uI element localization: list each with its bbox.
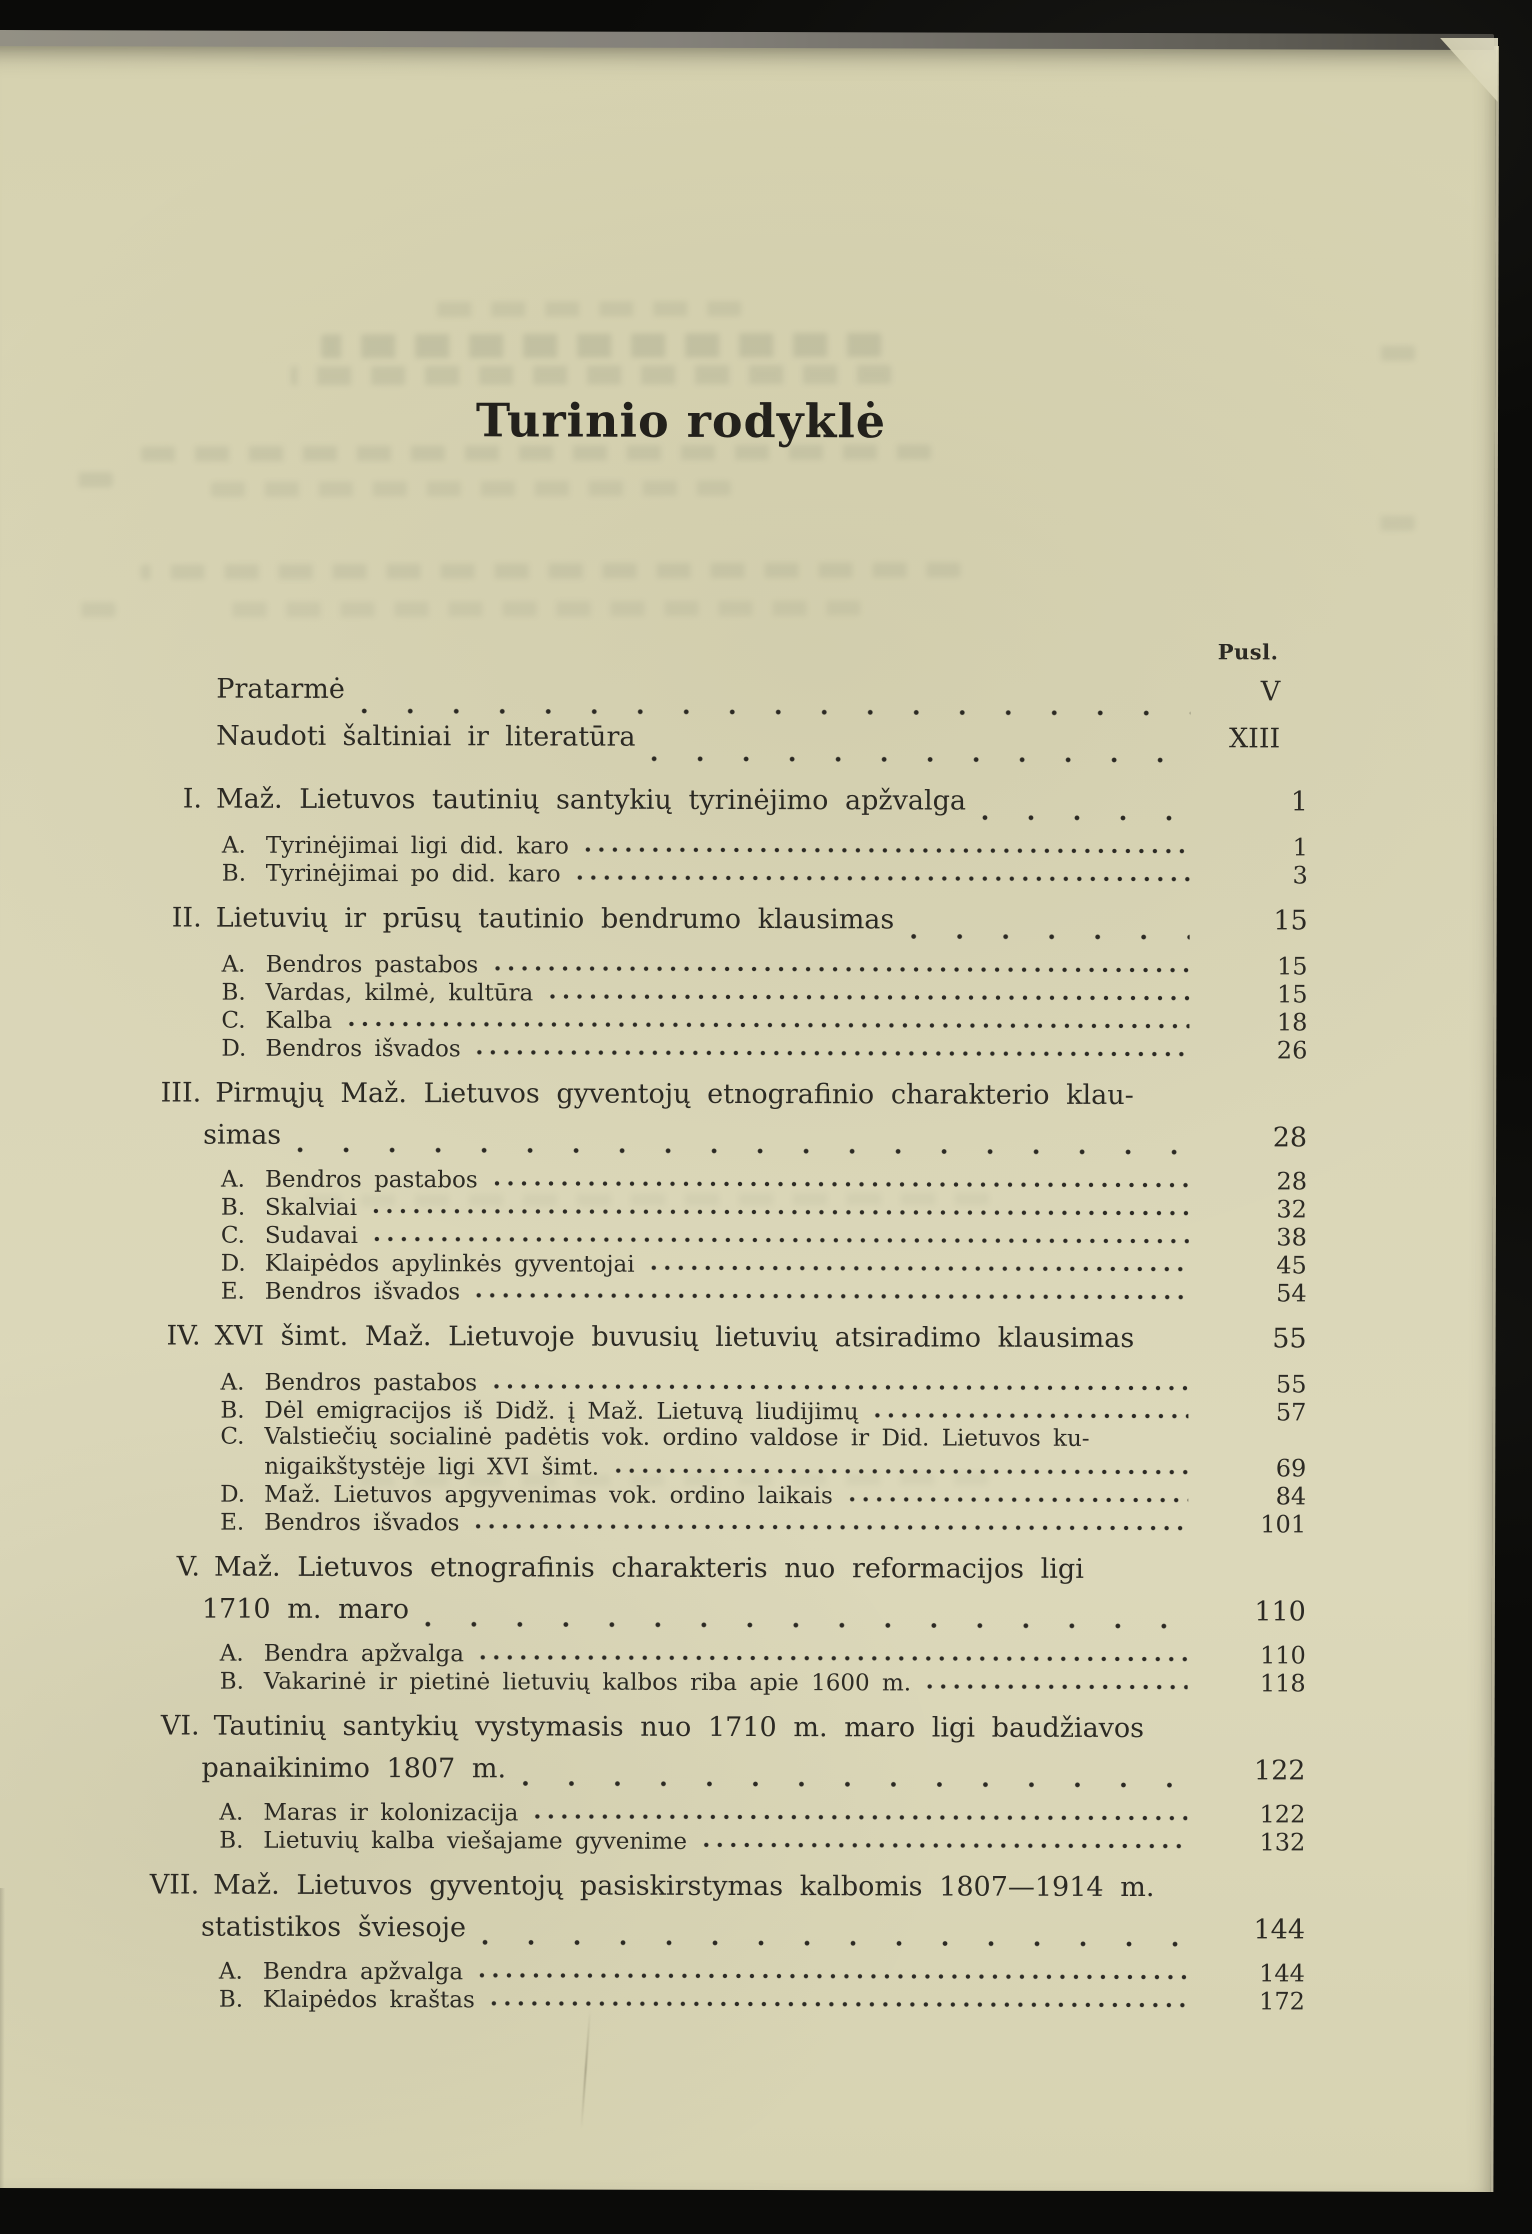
row-text: Pirmųjų Maž. Lietuvos gyventojų etnografinio charakterio klau- bbox=[215, 1077, 1134, 1112]
dot-leader bbox=[493, 1381, 1188, 1391]
toc-row bbox=[127, 1911, 1319, 1954]
toc-row bbox=[128, 1507, 1320, 1538]
row-text: statistikos šviesoje bbox=[201, 1911, 467, 1944]
row-numeral: C. bbox=[221, 1007, 246, 1034]
row-page-number: 132 bbox=[1259, 1828, 1306, 1857]
row-numeral: B. bbox=[218, 1986, 244, 2013]
dot-leader bbox=[494, 1178, 1189, 1188]
row-page-number: 1 bbox=[1290, 786, 1309, 818]
dot-leader bbox=[480, 1652, 1188, 1662]
toc-row bbox=[130, 902, 1322, 947]
row-page-number: 45 bbox=[1276, 1251, 1307, 1280]
toc-row bbox=[128, 1451, 1320, 1482]
row-numeral: A. bbox=[218, 1958, 243, 1985]
toc-row bbox=[128, 1593, 1320, 1636]
toc-row bbox=[128, 1423, 1320, 1454]
row-numeral: VII. bbox=[149, 1869, 200, 1901]
book-page bbox=[0, 42, 1499, 2192]
toc-row bbox=[129, 1033, 1321, 1064]
dot-leader bbox=[425, 1619, 1188, 1629]
dot-leader bbox=[910, 931, 1189, 940]
dot-leader bbox=[494, 963, 1189, 973]
row-text: Bendros pastabos bbox=[264, 1369, 478, 1397]
row-text: Tyrinėjimai ligi did. karo bbox=[265, 832, 569, 860]
row-numeral: E. bbox=[220, 1278, 245, 1305]
dot-leader bbox=[482, 1937, 1187, 1947]
row-page-number: 110 bbox=[1254, 1596, 1306, 1628]
row-text: Maž. Lietuvos gyventojų pasiskirstymas kalbomis 1807—1914 m. bbox=[213, 1869, 1155, 1904]
row-text: Skalviai bbox=[264, 1194, 358, 1221]
toc-row bbox=[128, 1666, 1320, 1697]
row-numeral: A. bbox=[219, 1640, 244, 1667]
bleedthrough-smudge bbox=[65, 602, 115, 617]
row-page-number: 55 bbox=[1275, 1370, 1307, 1399]
row-text: Maras ir kolonizacija bbox=[263, 1799, 519, 1827]
page-curl-shadow bbox=[0, 1888, 5, 2188]
row-numeral: VI. bbox=[160, 1710, 200, 1742]
row-page-number: 101 bbox=[1260, 1510, 1307, 1539]
row-numeral: B. bbox=[221, 979, 246, 1006]
row-text: Bendra apžvalga bbox=[262, 1958, 464, 1986]
row-text: Vakarinė ir pietinė lietuvių kalbos riba apie 1600 m. bbox=[263, 1668, 912, 1697]
row-page-number: 26 bbox=[1276, 1036, 1308, 1065]
bleedthrough-smudge bbox=[141, 562, 961, 579]
dot-leader bbox=[297, 1145, 1189, 1155]
dot-leader bbox=[927, 1681, 1188, 1690]
dot-leader bbox=[534, 1811, 1187, 1821]
dot-leader bbox=[476, 1290, 1189, 1300]
toc-row bbox=[130, 673, 1322, 723]
bleedthrough-smudge bbox=[291, 365, 891, 386]
toc-row bbox=[129, 1005, 1321, 1036]
bleedthrough-smudge bbox=[221, 601, 861, 618]
row-numeral: D. bbox=[221, 1035, 247, 1062]
row-text: Lietuvių kalba viešajame gyvenime bbox=[263, 1827, 687, 1855]
row-text: Tyrinėjimai po did. karo bbox=[265, 860, 561, 888]
row-page-number: 54 bbox=[1276, 1279, 1307, 1308]
toc-row bbox=[130, 830, 1322, 861]
dot-leader bbox=[1106, 1439, 1189, 1447]
row-numeral: C. bbox=[220, 1423, 245, 1450]
row-text: Klaipėdos kraštas bbox=[262, 1986, 475, 2014]
row-text: Kalba bbox=[265, 1007, 333, 1034]
dot-leader bbox=[475, 1521, 1188, 1531]
dot-leader bbox=[1160, 1740, 1188, 1748]
toc-row bbox=[127, 1956, 1319, 1987]
row-numeral: I. bbox=[182, 783, 203, 815]
row-text: Valstiečių socialinė padėtis vok. ordino valdose ir Did. Lietuvos ku- bbox=[264, 1423, 1090, 1452]
row-page-number: 15 bbox=[1276, 980, 1308, 1009]
row-page-number: 69 bbox=[1275, 1454, 1307, 1483]
row-numeral: C. bbox=[220, 1222, 246, 1249]
row-page-number: 110 bbox=[1259, 1641, 1306, 1670]
toc-row bbox=[128, 1638, 1320, 1669]
row-text: Naudoti šaltiniai ir literatūra bbox=[216, 720, 636, 753]
row-numeral: B. bbox=[220, 1397, 245, 1424]
bleedthrough-smudge bbox=[211, 481, 731, 497]
toc-row bbox=[129, 1248, 1321, 1279]
toc-row bbox=[130, 720, 1322, 770]
toc-row bbox=[129, 1164, 1321, 1195]
row-numeral: A. bbox=[221, 951, 246, 978]
row-text: Bendros išvados bbox=[264, 1278, 461, 1306]
row-numeral: A. bbox=[221, 832, 246, 859]
bleedthrough-smudge bbox=[321, 333, 881, 358]
row-text: Sudavai bbox=[264, 1222, 358, 1249]
row-numeral: V. bbox=[176, 1551, 201, 1583]
row-numeral: E. bbox=[220, 1509, 245, 1536]
bleedthrough-smudge bbox=[421, 301, 741, 317]
toc-row bbox=[129, 977, 1321, 1008]
dot-leader bbox=[651, 754, 1190, 763]
dot-leader bbox=[982, 813, 1190, 822]
dot-leader bbox=[522, 1778, 1187, 1788]
row-page-number: 3 bbox=[1292, 861, 1308, 890]
row-page-number: 28 bbox=[1272, 1122, 1308, 1154]
row-page-number: 122 bbox=[1253, 1755, 1306, 1787]
row-text: Bendros pastabos bbox=[264, 1166, 478, 1194]
toc-row bbox=[128, 1395, 1320, 1426]
dot-leader bbox=[651, 1263, 1189, 1272]
dot-leader bbox=[348, 1019, 1189, 1029]
toc-row bbox=[130, 949, 1322, 980]
bleedthrough-smudge bbox=[69, 472, 113, 487]
row-numeral: B. bbox=[220, 1194, 246, 1221]
row-numeral: III. bbox=[160, 1077, 202, 1109]
row-numeral: D. bbox=[220, 1250, 246, 1277]
dot-leader bbox=[1100, 1581, 1188, 1589]
toc-row bbox=[130, 858, 1322, 889]
row-page-number: 55 bbox=[1272, 1323, 1307, 1355]
dot-leader bbox=[479, 1970, 1187, 1980]
toc-row bbox=[130, 783, 1322, 828]
row-text: Dėl emigracijos iš Didž. į Maž. Lietuvą liudijimų bbox=[264, 1397, 859, 1426]
table-of-contents bbox=[127, 636, 1323, 2015]
row-text: Bendra apžvalga bbox=[263, 1640, 465, 1668]
row-numeral: A. bbox=[219, 1799, 244, 1826]
toc-row bbox=[128, 1710, 1320, 1755]
dot-leader bbox=[577, 873, 1190, 883]
toc-row bbox=[127, 1825, 1319, 1856]
dot-leader bbox=[361, 706, 1190, 716]
row-page-number: 1 bbox=[1292, 833, 1308, 862]
row-page-number: 172 bbox=[1259, 1987, 1305, 2016]
row-page-number: 18 bbox=[1276, 1008, 1308, 1037]
toc-row bbox=[127, 1984, 1319, 2015]
row-page-number: XIII bbox=[1228, 723, 1281, 755]
row-text: Bendros išvados bbox=[264, 1509, 460, 1537]
row-page-number: 57 bbox=[1275, 1398, 1307, 1427]
toc-row bbox=[127, 1869, 1319, 1914]
row-text: Lietuvių ir prūsų tautinio bendrumo klausimas bbox=[215, 902, 895, 936]
row-page-number: 28 bbox=[1276, 1167, 1308, 1196]
toc-row bbox=[128, 1367, 1320, 1398]
toc-row bbox=[129, 1077, 1321, 1122]
row-numeral: B. bbox=[219, 1827, 244, 1854]
row-text: XVI šimt. Maž. Lietuvoje buvusių lietuvių atsiradimo klausimas bbox=[214, 1320, 1135, 1355]
row-text: simas bbox=[203, 1119, 282, 1151]
row-numeral: A. bbox=[220, 1166, 245, 1193]
row-page-number: V bbox=[1260, 676, 1281, 708]
row-text: Maž. Lietuvos tautinių santykių tyrinėjimo apžvalga bbox=[215, 783, 967, 817]
row-text: Bendros išvados bbox=[265, 1035, 461, 1063]
dot-leader bbox=[549, 991, 1189, 1001]
dot-leader bbox=[491, 1998, 1187, 2008]
page-title: Turinio rodyklė bbox=[475, 393, 887, 449]
dot-leader bbox=[615, 1466, 1188, 1476]
bleedthrough-smudge bbox=[1373, 346, 1415, 361]
row-page-number: 32 bbox=[1276, 1195, 1307, 1224]
row-text: Tautinių santykių vystymasis nuo 1710 m. maro ligi baudžiavos bbox=[213, 1710, 1145, 1745]
row-text: Bendros pastabos bbox=[265, 951, 479, 979]
toc-row bbox=[129, 1192, 1321, 1223]
toc-row bbox=[127, 1752, 1319, 1795]
dot-leader bbox=[1150, 1350, 1188, 1358]
row-page-number: 38 bbox=[1276, 1223, 1307, 1252]
toc-row bbox=[129, 1220, 1321, 1251]
row-text: panaikinimo 1807 m. bbox=[201, 1752, 507, 1785]
row-text: Maž. Lietuvos etnografinis charakteris nuo reformacijos ligi bbox=[213, 1551, 1084, 1585]
row-numeral: D. bbox=[220, 1481, 246, 1508]
toc-row bbox=[129, 1119, 1321, 1162]
row-text: Klaipėdos apylinkės gyventojai bbox=[264, 1250, 635, 1278]
row-text: Vardas, kilmė, kultūra bbox=[265, 979, 534, 1007]
dot-leader bbox=[849, 1494, 1188, 1503]
row-page-number: 84 bbox=[1275, 1482, 1307, 1511]
row-page-number: 15 bbox=[1273, 905, 1308, 937]
toc-rows bbox=[127, 673, 1323, 2015]
toc-row bbox=[128, 1551, 1320, 1596]
row-page-number: 144 bbox=[1253, 1914, 1306, 1946]
paper-stack-edge bbox=[0, 30, 1494, 50]
dot-leader bbox=[1150, 1107, 1189, 1115]
paper-crease bbox=[580, 2010, 591, 2130]
bleedthrough-smudge bbox=[1373, 516, 1415, 531]
toc-row bbox=[129, 1276, 1321, 1307]
row-numeral: B. bbox=[219, 1668, 244, 1695]
row-text: nigaikštystėje ligi XVI šimt. bbox=[264, 1453, 600, 1481]
row-text: Maž. Lietuvos apgyvenimas vok. ordino laikais bbox=[264, 1481, 833, 1510]
toc-row bbox=[128, 1479, 1320, 1510]
dot-leader bbox=[374, 1234, 1189, 1244]
row-page-number: 122 bbox=[1259, 1800, 1306, 1829]
row-page-number: 15 bbox=[1277, 952, 1308, 981]
toc-row bbox=[129, 1320, 1321, 1365]
row-numeral: B. bbox=[221, 860, 247, 887]
row-text: 1710 m. maro bbox=[201, 1593, 410, 1626]
dot-leader bbox=[875, 1410, 1189, 1419]
dot-leader bbox=[373, 1206, 1189, 1216]
row-numeral: A. bbox=[220, 1369, 245, 1396]
dot-leader bbox=[1170, 1899, 1187, 1907]
dot-leader bbox=[585, 845, 1190, 855]
row-page-number: 118 bbox=[1259, 1669, 1306, 1698]
dot-leader bbox=[477, 1047, 1190, 1057]
row-page-number: 144 bbox=[1259, 1959, 1305, 1988]
row-text: Pratarmė bbox=[216, 673, 345, 705]
row-numeral: IV. bbox=[166, 1320, 201, 1352]
dot-leader bbox=[703, 1840, 1187, 1849]
page-column-header: Pusl. bbox=[1217, 639, 1279, 665]
toc-row bbox=[127, 1797, 1319, 1828]
row-numeral: II. bbox=[171, 902, 202, 934]
